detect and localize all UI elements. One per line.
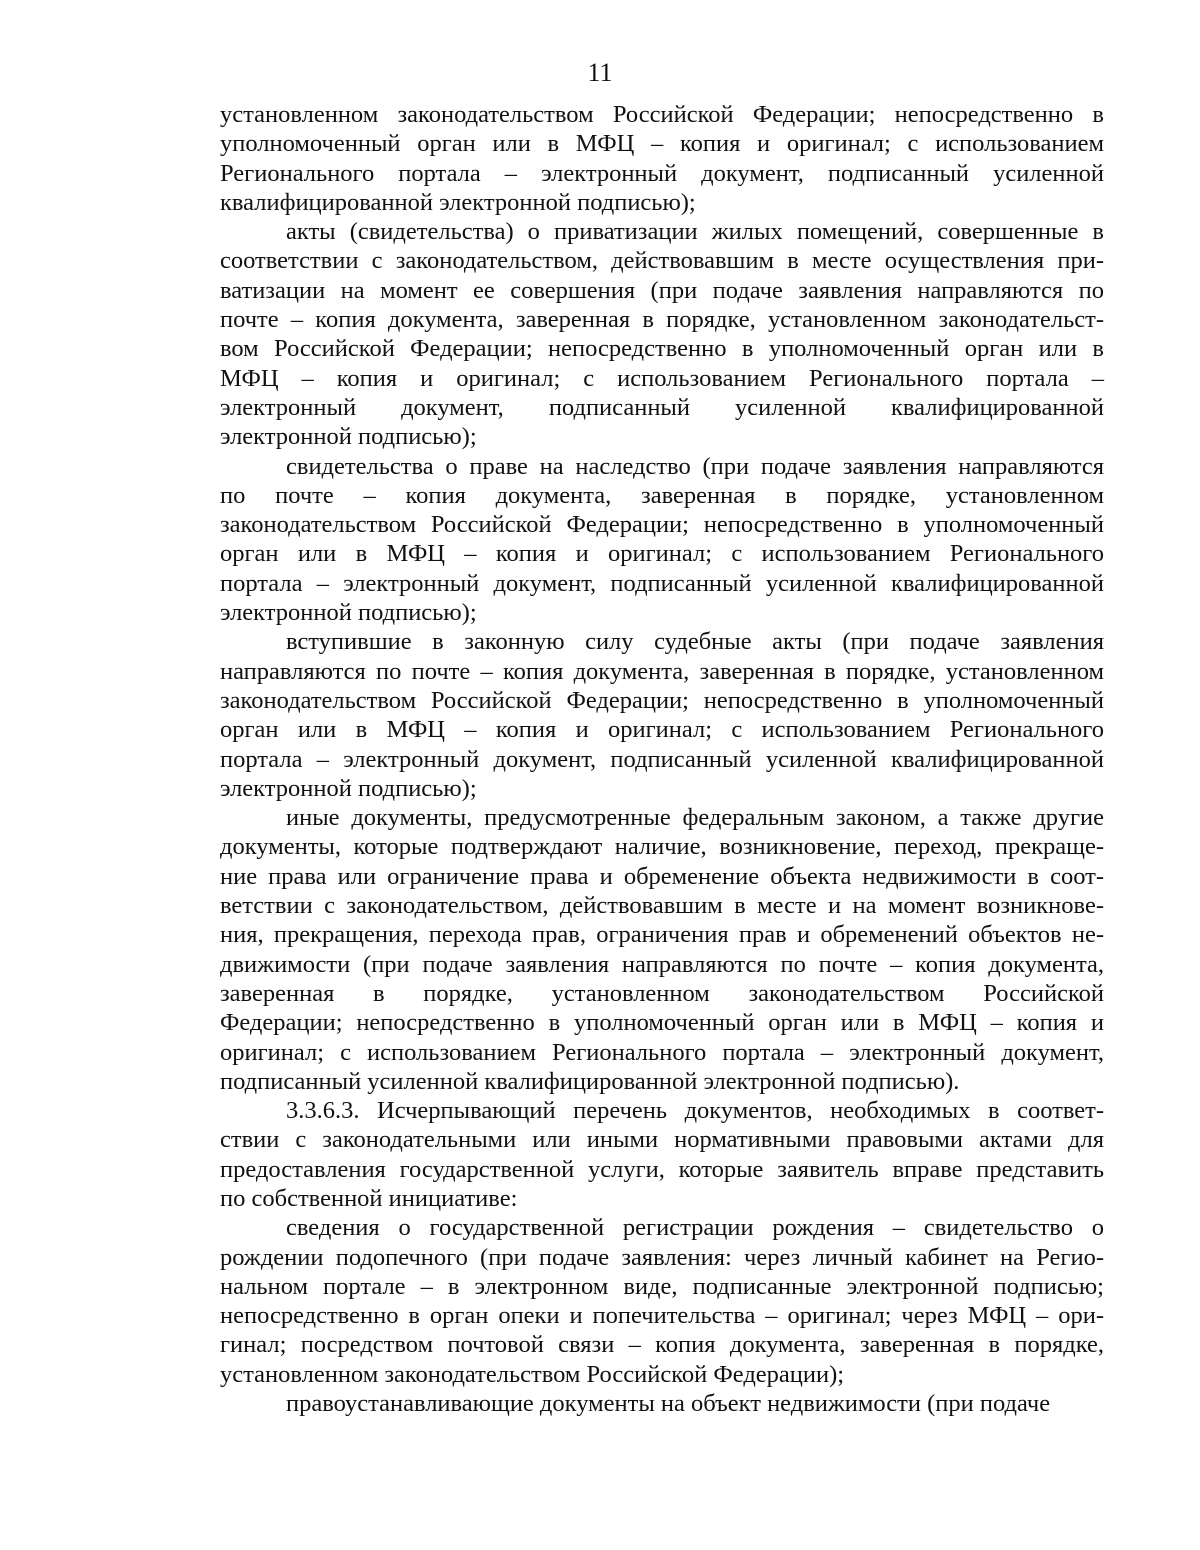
text-line: документы, которые подтверждают наличие, возникновение, переход, прекраще-: [220, 833, 1104, 861]
text-line: нальном портале – в электронном виде, подписанные электронной подписью;: [220, 1272, 1104, 1300]
text-line: иные документы, предусмотренные федеральным законом, а также другие: [286, 804, 1104, 832]
text-line: Федерации; непосредственно в уполномоченный орган или в МФЦ – копия и: [220, 1009, 1104, 1037]
text-line: рождении подопечного (при подаче заявления: через личный кабинет на Регио-: [220, 1243, 1104, 1271]
text-line: электронной подписью);: [220, 423, 477, 451]
text-line: вом Российской Федерации; непосредственно в уполномоченный орган или в: [220, 335, 1104, 363]
text-line: по почте – копия документа, заверенная в порядке, установленном: [220, 481, 1104, 509]
text-line: акты (свидетельства) о приватизации жилых помещений, совершенные в: [286, 218, 1104, 246]
text-line: портала – электронный документ, подписанный усиленной квалифицированной: [220, 569, 1104, 597]
text-line: движимости (при подаче заявления направляются по почте – копия документа,: [220, 950, 1104, 978]
text-line: электронной подписью);: [220, 774, 477, 802]
text-line: орган или в МФЦ – копия и оригинал; с использованием Регионального: [220, 540, 1104, 568]
text-line: правоустанавливающие документы на объект недвижимости (при подаче: [286, 1390, 1051, 1418]
text-line: вступившие в законную силу судебные акты (при подаче заявления: [286, 628, 1104, 656]
paragraph: [220, 803, 1104, 1096]
text-line: 3.3.6.3. Исчерпывающий перечень документов, необходимых в соответ-: [286, 1097, 1104, 1125]
page-number: 11: [587, 58, 613, 87]
text-line: ния, прекращения, перехода прав, ограничения прав и обременений объектов не-: [220, 921, 1104, 949]
text-line: направляются по почте – копия документа, заверенная в порядке, установленном: [220, 657, 1104, 685]
text-line: квалифицированной электронной подписью);: [220, 188, 696, 216]
text-line: ние права или ограничение права и обременение объекта недвижимости в соот-: [220, 862, 1104, 890]
paragraph: [220, 627, 1104, 803]
text-line: оригинал; с использованием Регионального портала – электронный документ,: [220, 1038, 1104, 1066]
paragraph: [220, 217, 1104, 451]
text-line: электронный документ, подписанный усиленной квалифицированной: [220, 393, 1104, 421]
document-body: [220, 100, 1104, 1418]
text-line: по собственной инициативе:: [220, 1184, 518, 1212]
paragraph: [220, 452, 1104, 628]
text-line: законодательством Российской Федерации; непосредственно в уполномоченный: [220, 686, 1104, 714]
text-line: непосредственно в орган опеки и попечительства – оригинал; через МФЦ – ори-: [220, 1302, 1104, 1330]
text-line: гинал; посредством почтовой связи – копия документа, заверенная в порядке,: [220, 1331, 1104, 1359]
text-line: заверенная в порядке, установленном законодательством Российской: [220, 979, 1104, 1007]
paragraph: [220, 1389, 1104, 1418]
text-line: установленном законодательством Российской Федерации; непосредственно в: [220, 101, 1104, 128]
text-line: предоставления государственной услуги, которые заявитель вправе представить: [220, 1155, 1104, 1183]
text-line: почте – копия документа, заверенная в порядке, установленном законодательст-: [220, 306, 1104, 334]
text-line: ватизации на момент ее совершения (при подаче заявления направляются по: [220, 276, 1104, 304]
text-line: электронной подписью);: [220, 599, 477, 627]
paragraph: [220, 100, 1104, 217]
text-line: свидетельства о праве на наследство (при подаче заявления направляются: [286, 452, 1104, 480]
paragraph: [220, 1096, 1104, 1213]
text-line: МФЦ – копия и оригинал; с использованием Регионального портала –: [220, 364, 1104, 392]
text-line: ствии с законодательными или иными нормативными правовыми актами для: [220, 1126, 1104, 1154]
text-line: сведения о государственной регистрации рождения – свидетельство о: [286, 1214, 1104, 1242]
text-line: орган или в МФЦ – копия и оригинал; с использованием Регионального: [220, 716, 1104, 744]
text-line: Регионального портала – электронный документ, подписанный усиленной: [220, 159, 1104, 187]
text-line: портала – электронный документ, подписанный усиленной квалифицированной: [220, 745, 1104, 773]
text-line: ветствии с законодательством, действовавшим в месте и на момент возникнове-: [220, 892, 1104, 920]
paragraph: [220, 1213, 1104, 1389]
text-line: соответствии с законодательством, действовавшим в месте осуществления при-: [220, 247, 1104, 275]
text-line: уполномоченный орган или в МФЦ – копия и оригинал; с использованием: [220, 130, 1104, 158]
text-line: законодательством Российской Федерации; непосредственно в уполномоченный: [220, 511, 1104, 539]
text-line: установленном законодательством Российской Федерации);: [220, 1360, 845, 1388]
text-line: подписанный усиленной квалифицированной электронной подписью).: [220, 1067, 960, 1095]
